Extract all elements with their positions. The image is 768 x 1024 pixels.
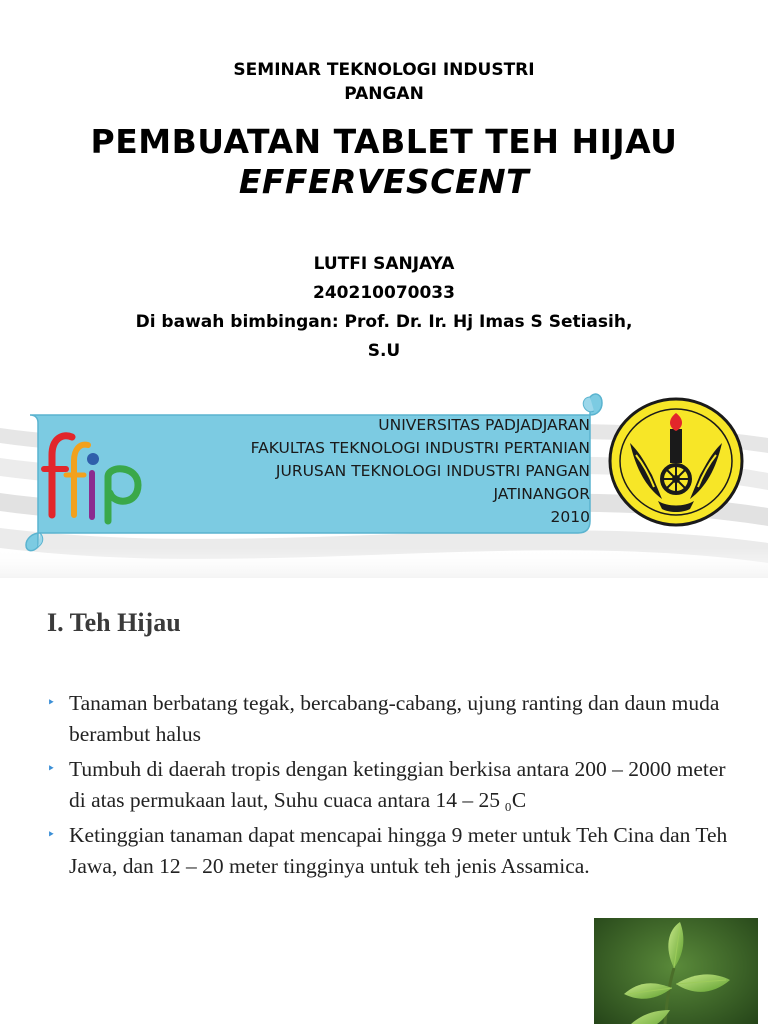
department-name: JURUSAN TEKNOLOGI INDUSTRI PANGAN: [275, 462, 590, 480]
bullet-marker-icon: ‣: [47, 762, 56, 777]
city-name: JATINANGOR: [493, 485, 590, 503]
university-name: UNIVERSITAS PADJADJARAN: [378, 416, 590, 434]
faculty-name: FAKULTAS TEKNOLOGI INDUSTRI PERTANIAN: [250, 439, 590, 457]
tea-leaf-photo: [594, 918, 758, 1024]
title-line-2: EFFERVESCENT: [238, 162, 530, 201]
bullet-marker-icon: ‣: [47, 696, 56, 711]
bullet-text: Tumbuh di daerah tropis dengan ketinggian berkisa antara 200 – 2000 meter di atas permukaan laut, Suhu cuaca antara 14 – 25 ₀C: [69, 757, 726, 812]
bullet-item: [45, 820, 735, 882]
bullet-text: Tanaman berbatang tegak, bercabang-cabang, ujung ranting dan daun muda berambut halus: [69, 691, 720, 746]
banner-text: [150, 414, 590, 529]
seminar-label: [0, 58, 768, 106]
year: 2010: [550, 508, 590, 526]
bullet-item: [45, 754, 735, 816]
author-block: [0, 250, 768, 366]
section-heading: I. Teh Hijau: [47, 608, 181, 637]
author-name: LUTFI SANJAYA: [313, 254, 455, 274]
bullet-marker-icon: ‣: [47, 828, 56, 843]
unpad-emblem-icon: [606, 395, 746, 530]
bullet-text: Ketinggian tanaman dapat mencapai hingga 9 meter untuk Teh Cina dan Teh Jawa, dan 12 – 20 meter tingginya untuk teh jenis Assamica.: [69, 823, 728, 878]
seminar-line-1: SEMINAR TEKNOLOGI INDUSTRI: [233, 60, 535, 80]
author-id: 240210070033: [313, 283, 455, 303]
supervisor-line-2: S.U: [367, 341, 401, 361]
content-slide: [0, 578, 768, 1024]
slide-title: [0, 122, 768, 202]
bullet-item: [45, 688, 735, 750]
seminar-line-2: PANGAN: [344, 84, 424, 104]
supervisor-line-1: Di bawah bimbingan: Prof. Dr. Ir. Hj Imas S Setiasih,: [135, 312, 633, 332]
bullet-list: [45, 688, 735, 886]
ftip-logo-icon: [38, 425, 142, 525]
title-line-1: PEMBUATAN TABLET TEH HIJAU: [90, 122, 678, 161]
